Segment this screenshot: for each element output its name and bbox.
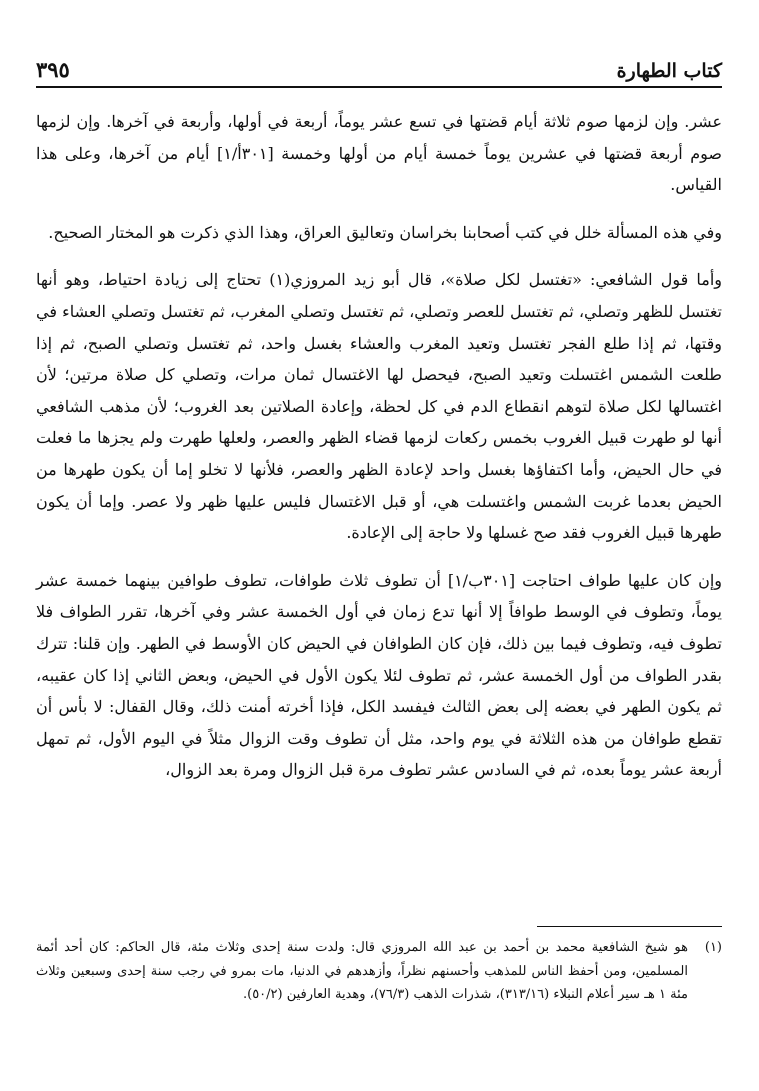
footnote-text: هو شيخ الشافعية محمد بن أحمد بن عبد الله المروزي قال: ولدت سنة إحدى وثلاث مئة، قال الحاكم: كان أحد أئمة المسلمين، ومن أحفظ الناس للمذهب وأحسنهم نظراً، وأزهدهم في الدنيا، مات بمرو في رجب سنة إحدى وسبعين وثلاث مئة ١ هـ سير أعلام النبلاء (٣١٣/١٦)، شذرات الذهب (٧٦/٣)، وهدية العارفين (٥٠/٢). [36, 940, 688, 1002]
footnote-rule [537, 926, 722, 927]
footnote [36, 936, 722, 1007]
page-number: ٣٩٥ [36, 57, 70, 82]
book-page [36, 46, 722, 1066]
header-rule [36, 86, 722, 88]
paragraph: وإن كان عليها طواف احتاجت [٣٠١ب/١] أن تطوف ثلاث طوافات، تطوف طوافين بينهما خمسة عشر يوماً، وتطوف في الوسط طوافاً إلا أنها تدع زمان في أول الخمسة عشر وفي آخرها، تقرر الطواف فلا تطوف فيه، وتطوف فيما بين ذلك، فإن كان الطوافان في الحيض كان الأوسط في الطهر. وإن قلنا: تترك بقدر الطواف من أول الخمسة عشر، ثم تطوف لئلا يكون الأول في الحيض، وبعض الثاني إذا كان عقيبه، ثم يكون الطهر في بعضه إلى بعض الثالث فيفسد الكل، فإذا أخرته أمنت ذلك، وقال القفال: لا بأس أن تقطع طوافان من هذه الثلاثة في يوم واحد، مثل أن تطوف وقت الزوال مثلاً في اليوم الأول، ثم تمهل أربعة عشر يوماً بعده، ثم في السادس عشر تطوف مرة قبل الزوال ومرة بعد الزوال، [36, 570, 723, 780]
page-header [36, 46, 722, 82]
running-title: كتاب الطهارة [616, 60, 722, 82]
paragraph: وفي هذه المسألة خلل في كتب أصحابنا بخراسان وتعاليق العراق، وهذا الذي ذكرت هو المختار الصحيح. [48, 222, 722, 242]
paragraph: وأما قول الشافعي: «تغتسل لكل صلاة»، قال أبو زيد المروزي(١) تحتاج إلى زيادة احتياط، وهو أنها تغتسل للظهر وتصلي، ثم تغتسل للعصر وتصلي، ثم تغتسل وتصلي المغرب، ثم تغتسل وتصلي العشاء في وقتها، ثم إذا طلع الفجر تغتسل وتعيد المغرب والعشاء بغسل واحد، ثم تغتسل وتصلي الصبح، ثم إذا طلعت الشمس اغتسلت وتعيد الصبح، فيحصل لها الاغتسال ثمان مرات، وتصلي كل صلاة مرتين؛ لأن اغتسالها لكل صلاة لتوهم انقطاع الدم في كل لحظة، وإعادة الصلاتين بعد الغروب؛ لأن مذهب الشافعي أنها لو طهرت قبيل الغروب بخمس ركعات لزمها قضاء الظهر والعصر، ولعلها طهرت ولم يجزها ما فعلت في حال الحيض، وأما اكتفاؤها بغسل واحد لإعادة الظهر والعصر، فلأنها لا تخلو إما أن يكون طهرها من الحيض بعدما غربت الشمس واغتسلت هي، أو قبل الاغتسال فليس عليها ظهر ولا عصر. وإما أن يكون طهرها قبيل الغروب فقد صح غسلها ولا حاجة إلى الإعادة. [36, 270, 722, 543]
footnote-number: (١) [704, 940, 722, 955]
main-text [36, 106, 722, 786]
paragraph: عشر. وإن لزمها صوم ثلاثة أيام قضتها في تسع عشر يوماً، أربعة في أولها، وأربعة في آخرها. وإن لزمها صوم أربعة قضتها في عشرين يوماً خمسة أيام من أولها وخمسة [٣٠١أ/١] أيام من آخرها، وعلى هذا القياس. [36, 112, 722, 195]
